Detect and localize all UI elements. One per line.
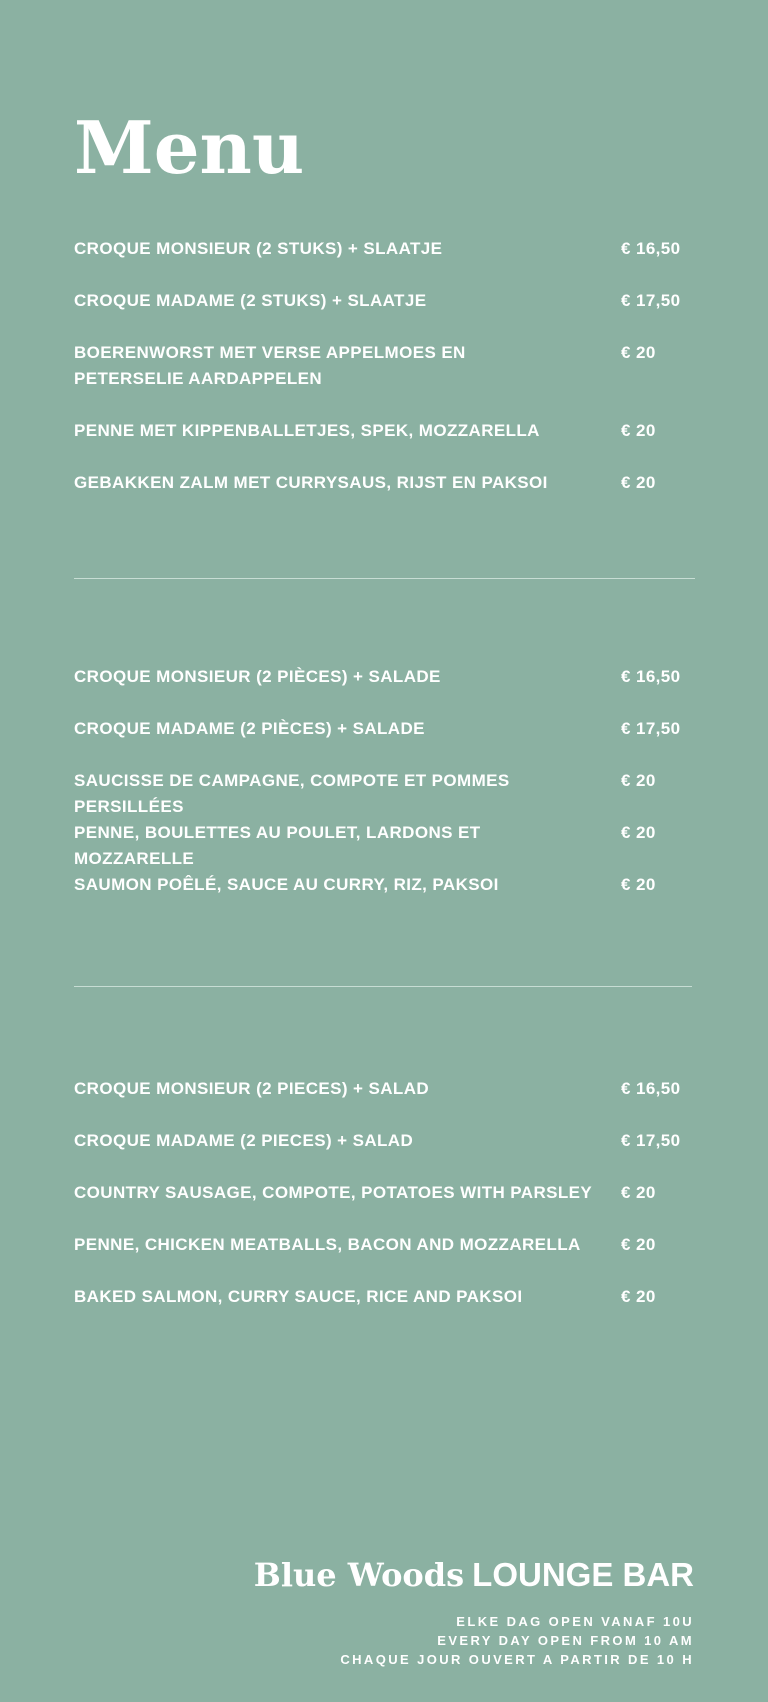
menu-item-name: CROQUE MADAME (2 PIECES) + SALAD (74, 1131, 414, 1150)
menu-item-name: GEBAKKEN ZALM MET CURRYSAUS, RIJST EN PAKSOI (74, 473, 548, 492)
menu-item-name: SAUMON POÊLÉ, SAUCE AU CURRY, RIZ, PAKSOI (74, 875, 499, 894)
menu-item-name: PENNE, CHICKEN MEATBALLS, BACON AND MOZZARELLA (74, 1235, 581, 1254)
menu-item-price: € 20 (621, 1235, 656, 1254)
opening-hours-fr: CHAQUE JOUR OUVERT A PARTIR DE 10 H (340, 1652, 694, 1667)
menu-item-name: CROQUE MONSIEUR (2 STUKS) + SLAATJE (74, 239, 443, 258)
menu-item-price: € 20 (621, 771, 656, 790)
menu-item-price: € 16,50 (621, 667, 681, 686)
menu-item-price: € 20 (621, 343, 656, 362)
menu-item-price: € 17,50 (621, 291, 681, 310)
menu-item-price: € 20 (621, 1183, 656, 1202)
menu-item-price: € 16,50 (621, 239, 681, 258)
menu-item-name: COUNTRY SAUSAGE, COMPOTE, POTATOES WITH PARSLEY (74, 1183, 593, 1202)
menu-item-name-line2: PETERSELIE AARDAPPELEN (74, 369, 323, 388)
menu-item-price: € 20 (621, 421, 656, 440)
menu-item-name-line1: BOERENWORST MET VERSE APPELMOES EN (74, 343, 466, 362)
menu-item-price: € 20 (621, 823, 656, 842)
menu-item-price: € 17,50 (621, 1131, 681, 1150)
brand-name-bold: LOUNGE BAR (472, 1556, 694, 1593)
menu-title: Menu (74, 105, 305, 190)
menu-item-price: € 20 (621, 473, 656, 492)
menu-item-price: € 20 (621, 875, 656, 894)
menu-item-name: CROQUE MONSIEUR (2 PIECES) + SALAD (74, 1079, 430, 1098)
opening-hours-nl: ELKE DAG OPEN VANAF 10U (456, 1614, 694, 1629)
menu-item-name: PENNE MET KIPPENBALLETJES, SPEK, MOZZARELLA (74, 421, 540, 440)
menu-item-name: PENNE, BOULETTES AU POULET, LARDONS ET MOZZARELLE (74, 823, 481, 868)
brand-name-script: Blue Woods (253, 1556, 465, 1594)
menu-item-name: SAUCISSE DE CAMPAGNE, COMPOTE ET POMMES PERSILLÉES (74, 771, 510, 816)
section-divider (74, 986, 692, 987)
brand-logo (254, 1556, 694, 1594)
menu-item-name (74, 340, 604, 392)
menu-item-name: CROQUE MONSIEUR (2 PIÈCES) + SALADE (74, 667, 441, 686)
section-divider (74, 578, 695, 579)
menu-item-name: CROQUE MADAME (2 PIÈCES) + SALADE (74, 719, 425, 738)
menu-item-price: € 16,50 (621, 1079, 681, 1098)
menu-item-price: € 20 (621, 1287, 656, 1306)
menu-item-name: CROQUE MADAME (2 STUKS) + SLAATJE (74, 291, 427, 310)
menu-item-price: € 17,50 (621, 719, 681, 738)
menu-item-name: BAKED SALMON, CURRY SAUCE, RICE AND PAKSOI (74, 1287, 523, 1306)
opening-hours-en: EVERY DAY OPEN FROM 10 AM (437, 1633, 694, 1648)
